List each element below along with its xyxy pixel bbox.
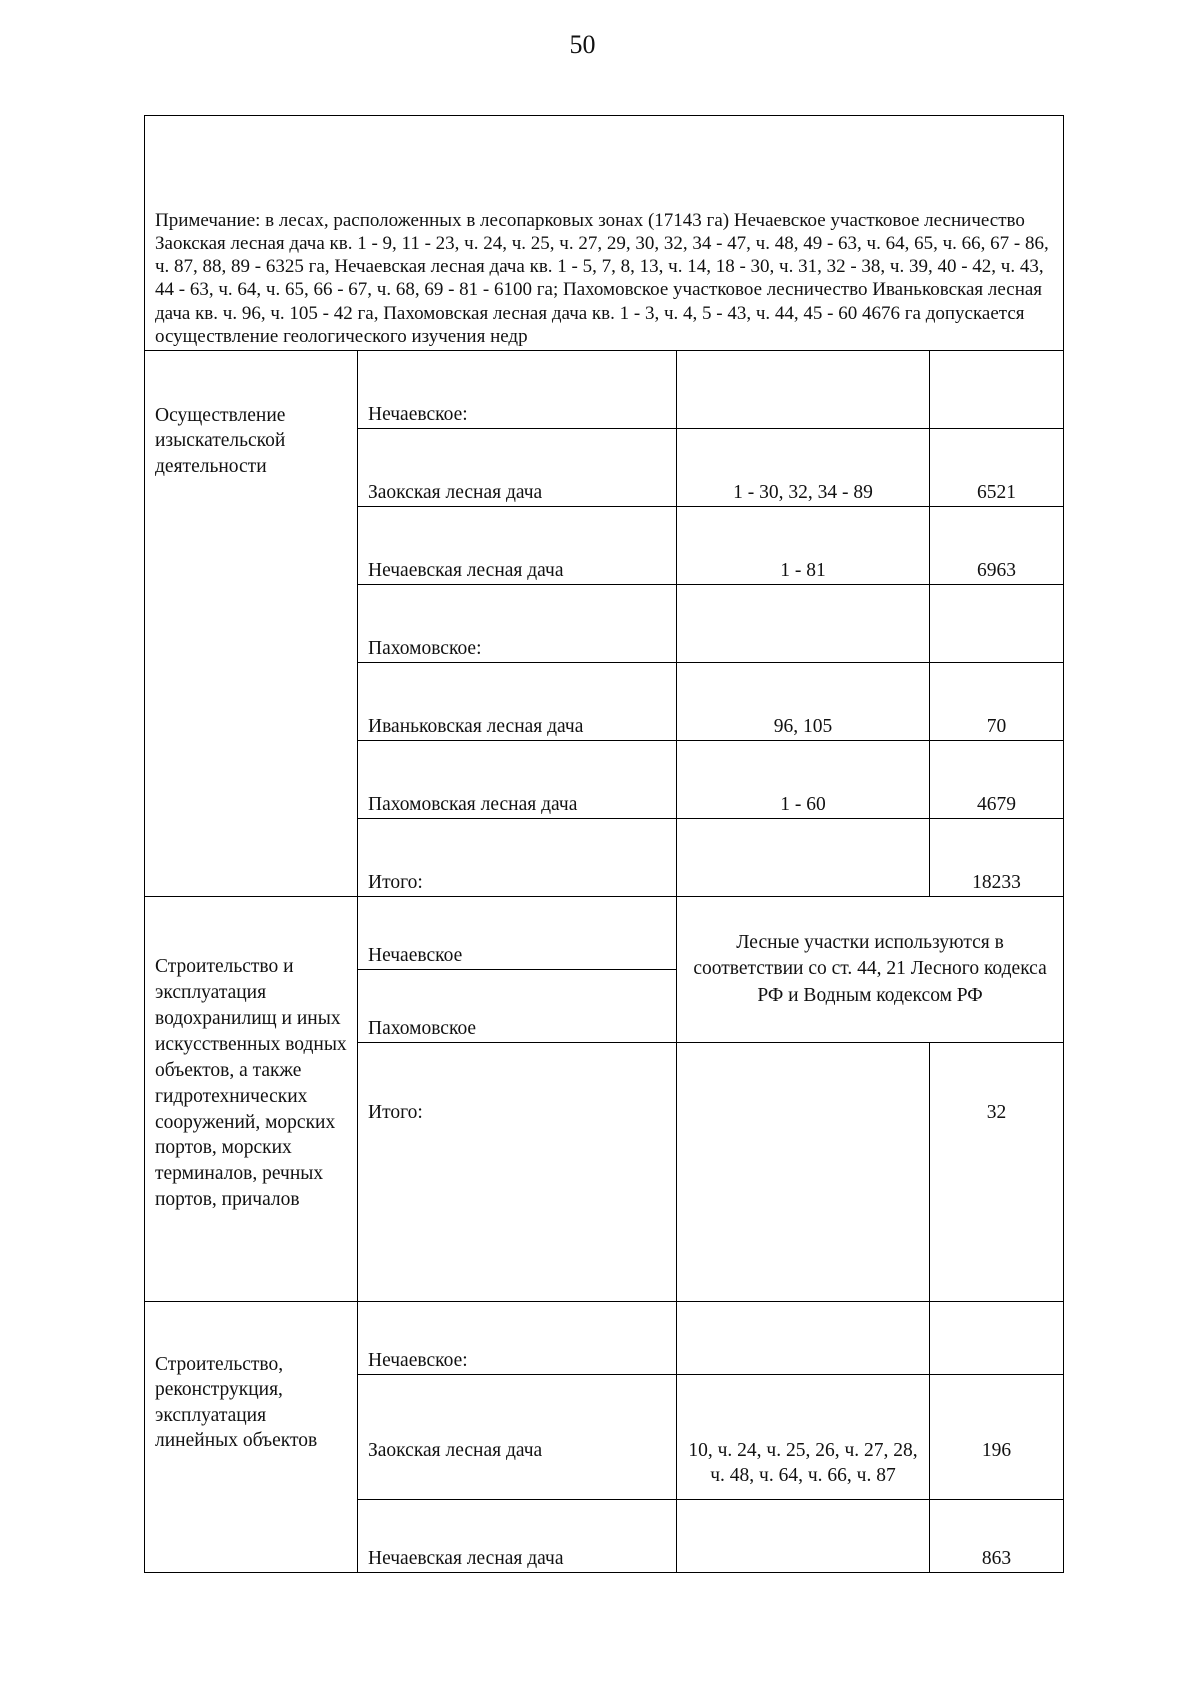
forestry-name: Пахомовское [358, 970, 677, 1043]
category-linear-objects: Строительство, реконструкция, эксплуатация линейных объектов [145, 1302, 358, 1573]
forest-dacha-name: Иваньковская лесная дача [358, 663, 677, 741]
area-cell: 6963 [930, 507, 1064, 585]
area-cell: 70 [930, 663, 1064, 741]
forest-use-table [144, 115, 1064, 1573]
area-cell [930, 351, 1064, 429]
quarters-cell [677, 1043, 930, 1302]
quarters-cell [677, 819, 930, 897]
usage-note: Лесные участки используются в соответствии со ст. 44, 21 Лесного кодекса РФ и Водным кодексом РФ [677, 897, 1064, 1043]
total-label: Итого: [358, 1043, 677, 1302]
category-survey-activity: Осуществление изыскательской деятельности [145, 351, 358, 897]
table-row [145, 897, 1064, 970]
quarters-cell: 96, 105 [677, 663, 930, 741]
area-cell: 863 [930, 1500, 1064, 1573]
forestry-name: Нечаевское: [358, 1302, 677, 1375]
forestry-name: Пахомовское: [358, 585, 677, 663]
note-text: Примечание: в лесах, расположенных в лесопарковых зонах (17143 га) Нечаевское участковое лесничество Заокская лесная дача кв. 1 - 9, 11 - 23, ч. 24, ч. 25, ч. 27, 29, 30, 32, 34 - 47, ч. 48, 49 - 63, ч. 64, 65, ч. 66, 67 - 86, ч. 87, 88, 89 - 6325 га, Нечаевская лесная дача кв. 1 - 5, 7, 8, 13, ч. 14, 18 - 30, ч. 31, 32 - 38, ч. 39, 40 - 42, ч. 43, 44 - 63, ч. 64, ч. 65, 66 - 67, ч. 68, 69 - 81 - 6100 га; Пахомовское участковое лесничество Иваньковская лесная дача кв. ч. 96, ч. 105 - 42 га, Пахомовская лесная дача кв. 1 - 3, ч. 4, 5 - 43, ч. 44, 45 - 60 4676 га допускается осуществление геологического изучения недр [145, 116, 1064, 351]
category-water-objects: Строительство и эксплуатация водохранилищ и иных искусственных водных объектов, а также гидротехнических сооружений, морских портов, морских терминалов, речных портов, причалов [145, 897, 358, 1302]
area-cell: 4679 [930, 741, 1064, 819]
note-row [145, 116, 1064, 351]
table-row [145, 1302, 1064, 1375]
quarters-cell [677, 1302, 930, 1375]
page-number: 50 [569, 30, 596, 59]
quarters-cell: 10, ч. 24, ч. 25, 26, ч. 27, 28, ч. 48, ч. 64, ч. 66, ч. 87 [677, 1375, 930, 1500]
quarters-cell: 1 - 60 [677, 741, 930, 819]
area-cell: 6521 [930, 429, 1064, 507]
quarters-cell [677, 351, 930, 429]
total-area: 32 [930, 1043, 1064, 1302]
forest-dacha-name: Заокская лесная дача [358, 1375, 677, 1500]
total-area: 18233 [930, 819, 1064, 897]
forest-dacha-name: Пахомовская лесная дача [358, 741, 677, 819]
area-cell [930, 585, 1064, 663]
quarters-cell: 1 - 30, 32, 34 - 89 [677, 429, 930, 507]
quarters-cell: 1 - 81 [677, 507, 930, 585]
area-cell [930, 1302, 1064, 1375]
table-row [145, 351, 1064, 429]
total-label: Итого: [358, 819, 677, 897]
forest-dacha-name: Нечаевская лесная дача [358, 507, 677, 585]
forest-dacha-name: Нечаевская лесная дача [358, 1500, 677, 1573]
quarters-cell [677, 585, 930, 663]
forestry-name: Нечаевское: [358, 351, 677, 429]
forestry-name: Нечаевское [358, 897, 677, 970]
quarters-cell [677, 1500, 930, 1573]
area-cell: 196 [930, 1375, 1064, 1500]
forest-dacha-name: Заокская лесная дача [358, 429, 677, 507]
